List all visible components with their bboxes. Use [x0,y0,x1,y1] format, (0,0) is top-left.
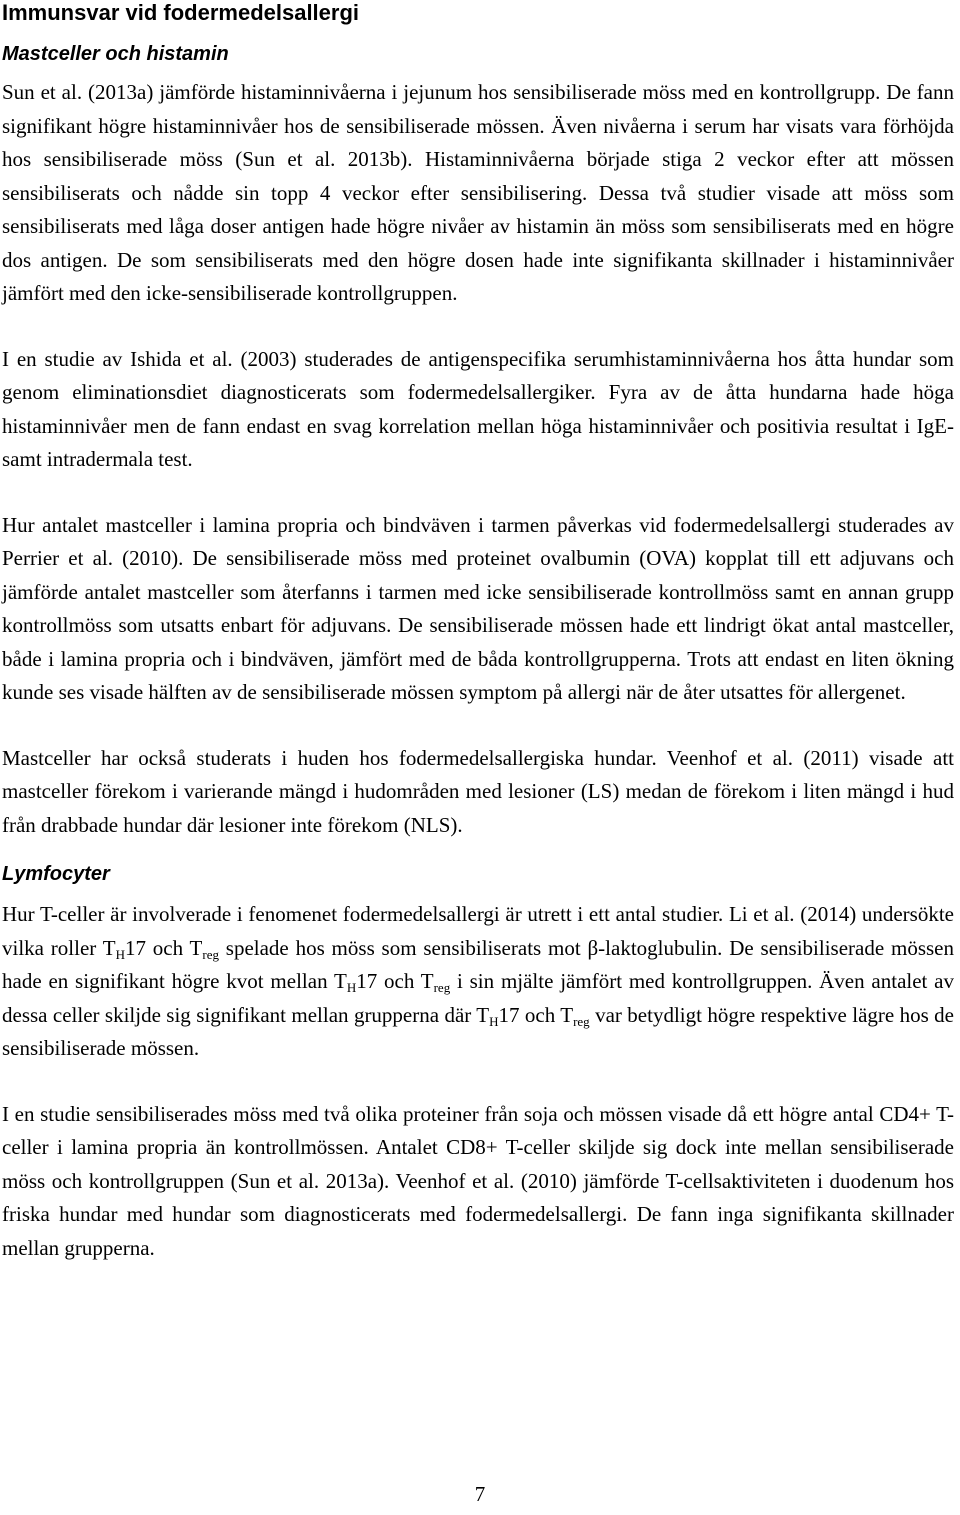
text-run: var betydligt högre respektive lägre hos de sensibiliserade mössen. [2,1002,954,1060]
text-run: spelade hos möss som sensibiliserats mot β-laktoglubulin. De sensibiliserade mössen hade en signifikant högre kvot mellan T [2,935,954,993]
subscript: H [115,946,125,962]
text-run: 17 och T [124,935,203,960]
page-number: 7 [474,1482,486,1506]
subscript: H [489,1013,499,1029]
paragraph-4: Mastceller har också studerats i huden hos fodermedelsallergiska hundar. Veenhof et al. (2011) visade att mastceller förekom i varierande mängd i hudområden med lesioner (LS) medan de förekom i liten mängd i hud från drabbade hundar där lesioner inte förekom (NLS). [2,745,954,837]
paragraph-2: I en studie av Ishida et al. (2003) studerades de antigenspecifika serumhistaminnivåerna hos åtta hundar som genom eliminationsdiet diagnosticerats som fodermedelsallergiker. Fyra av de åtta hundarna hade höga histaminnivåer men de fann endast en svag korrelation mellan höga histaminnivåer och positivia resultat i IgE- samt intradermala test. [2,346,954,471]
paragraph-3: Hur antalet mastceller i lamina propria och bindväven i tarmen påverkas vid fodermedelsallergi studerades av Perrier et al. (2010). De sensibiliserade möss med proteinet ovalbumin (OVA) kopplat till ett adjuvans och jämförde antalet mastceller som återfanns i tarmen med icke sensibiliserade kontrollmöss samt en annan grupp kontrollmöss som utsatts enbart för adjuvans. De sensibiliserade mössen hade ett lindrigt ökat antal mastceller, både i lamina propria och i bindväven, jämfört med de båda kontrollgrupperna. Trots att endast en liten ökning kunde ses visade hälften av de sensibiliserade mössen symptom på allergi när de åter utsattes för allergenet. [2,512,954,704]
subscript: reg [433,980,451,995]
text-run: 17 och T [498,1002,574,1027]
paragraph-6: I en studie sensibiliserades möss med två olika proteiner från soja och mössen visade då ett högre antal CD4+ T-celler i lamina propria än kontrollmössen. Antalet CD8+ T-celler skiljde sig dock inte mellan sensibiliserade möss och kontrollgruppen (Sun et al. 2013a). Veenhof et al. (2010) jämförde T-cellsaktiviteten i duodenum hos friska hundar med hundar som diagnosticerats med fodermedelsallergi. De fann inga signifikanta skillnader mellan grupperna. [2,1101,954,1260]
section-heading-mastceller: Mastceller och histamin [2,43,229,65]
subscript: reg [202,946,219,962]
text-run: Hur T-celler är involverade i fenomenet fodermedelsallergi är utrett i ett antal studier. Li et al. (2014) undersökte vilka roller T [2,902,954,960]
text-run: i sin mjälte jämfört med kontrollgruppen. Även antalet av dessa celler skiljde sig signifikant mellan grupperna där T [2,969,955,1027]
subscript: H [346,980,357,995]
subscript: reg [573,1013,590,1029]
section-heading-lymfocyter: Lymfocyter [2,863,110,885]
paragraph-1: Sun et al. (2013a) jämförde histaminnivåerna i jejunum hos sensibiliserade möss med en kontrollgrupp. De fann signifikant högre histaminnivåer hos de sensibiliserade mössen. Även nivåerna i serum har visats vara förhöjda hos sensibiliserade möss (Sun et al. 2013b). Histaminnivåerna började stiga 2 veckor efter att mössen sensibiliserats och nådde sin topp 4 veckor efter sensibilisering. Dessa två studier visade att möss som sensibiliserats med låga doser antigen hade högre nivåer av histamin än möss som sensibiliserats med en högre dos antigen. De som sensibiliserats med den högre dosen hade inte signifikanta skillnader i histaminnivåer jämfört med den icke-sensibiliserade kontrollgruppen. [2,80,954,305]
paragraph-5 [2,898,954,1066]
text-run: 17 och T [356,969,434,993]
page-title: Immunsvar vid fodermedelsallergi [2,0,360,25]
